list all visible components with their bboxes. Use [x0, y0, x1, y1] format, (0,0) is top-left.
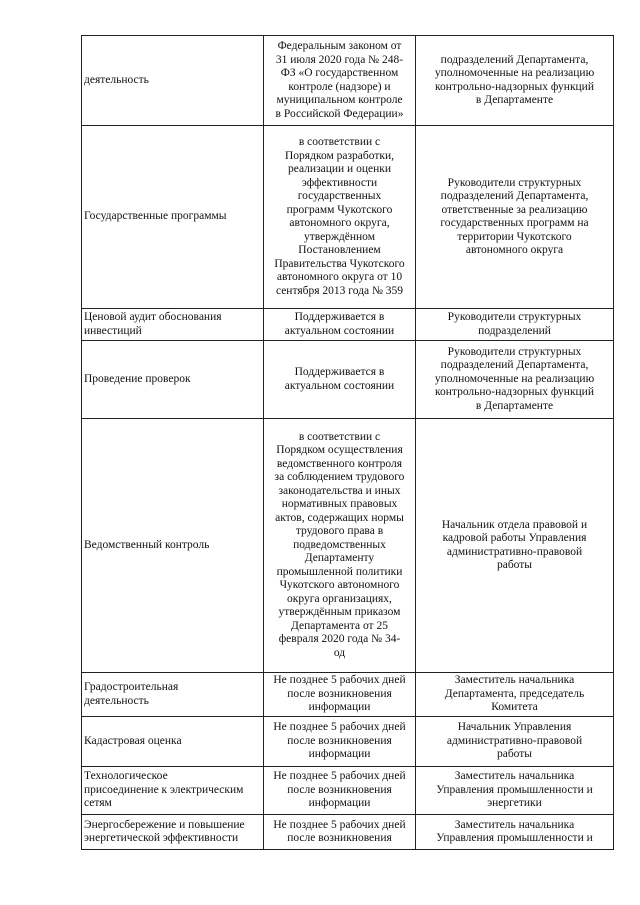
- activity-cell: [82, 341, 264, 419]
- activity-text: деятельность: [84, 73, 149, 86]
- activity-cell: [82, 717, 264, 767]
- table-row: [82, 419, 614, 673]
- term-text: Поддерживается в актуальном состоянии: [284, 311, 395, 337]
- activity-text: Градостроительная деятельность: [84, 681, 179, 707]
- table-row: [82, 309, 614, 341]
- activity-text: Ценовой аудит обоснования инвестиций: [84, 311, 222, 337]
- responsible-text: Начальник отдела правовой и кадровой работы Управления административно-правовой работы: [441, 518, 588, 571]
- term-cell: [264, 126, 416, 309]
- term-text: Не позднее 5 рабочих дней после возникновения информации: [273, 770, 406, 810]
- responsible-cell: [416, 36, 614, 126]
- activity-cell: [82, 815, 264, 850]
- term-text: в соответствии с Порядком осуществления ведомственного контроля за соблюдением трудового законодательства и иных нормативных правовых актов, содержащих нормы трудового права в подведомственных Департаменту промышленной политики Чукотского автономного округа организациях, утверждённым приказом Департамента от 25 февраля 2020 года № 34- од: [274, 430, 405, 659]
- activity-cell: [82, 673, 264, 717]
- term-cell: [264, 767, 416, 815]
- activity-text: Проведение проверок: [84, 372, 191, 385]
- term-cell: [264, 309, 416, 341]
- term-text: Не позднее 5 рабочих дней после возникновения: [273, 818, 406, 844]
- table-row: [82, 341, 614, 419]
- activity-text: Ведомственный контроль: [84, 538, 210, 551]
- responsible-text: подразделений Департамента, уполномоченные на реализацию контрольно-надзорных функций в Департаменте: [434, 53, 595, 106]
- table-row: [82, 673, 614, 717]
- activity-cell: [82, 419, 264, 673]
- term-cell: [264, 341, 416, 419]
- table-row: [82, 717, 614, 767]
- responsibility-table: [81, 35, 614, 850]
- responsible-cell: [416, 309, 614, 341]
- responsible-cell: [416, 767, 614, 815]
- table-row: [82, 767, 614, 815]
- responsible-cell: [416, 815, 614, 850]
- responsible-text: Заместитель начальника Управления промышленности и: [436, 818, 593, 844]
- responsible-text: Заместитель начальника Департамента, председатель Комитета: [444, 674, 585, 714]
- activity-cell: [82, 767, 264, 815]
- responsible-text: Заместитель начальника Управления промышленности и энергетики: [436, 770, 593, 810]
- responsible-cell: [416, 673, 614, 717]
- term-text: Не позднее 5 рабочих дней после возникновения информации: [273, 674, 406, 714]
- term-cell: [264, 419, 416, 673]
- activity-cell: [82, 36, 264, 126]
- responsible-cell: [416, 341, 614, 419]
- responsible-text: Руководители структурных подразделений Департамента, ответственные за реализацию государственных программ на территории Чукотского автономного округа: [440, 176, 589, 256]
- table-row: [82, 815, 614, 850]
- activity-text: Кадастровая оценка: [84, 734, 182, 747]
- table-row: [82, 126, 614, 309]
- term-text: Федеральным законом от 31 июля 2020 года № 248- ФЗ «О государственном контроле (надзоре) и муниципальном контроле в Российской Федерации»: [275, 40, 404, 120]
- activity-cell: [82, 309, 264, 341]
- responsible-cell: [416, 126, 614, 309]
- activity-text: Энергосбережение и повышение энергетической эффективности: [84, 818, 245, 844]
- term-cell: [264, 815, 416, 850]
- table-row: [82, 36, 614, 126]
- term-text: в соответствии с Порядком разработки, реализации и оценки эффективности государственных программ Чукотского автономного округа, утверждённом Постановлением Правительства Чукотского автономного округа от 10 сентября 2013 года № 359: [274, 136, 405, 297]
- term-cell: [264, 717, 416, 767]
- responsible-text: Руководители структурных подразделений Департамента, уполномоченные на реализацию контрольно-надзорных функций в Департаменте: [434, 345, 595, 412]
- term-text: Поддерживается в актуальном состоянии: [284, 366, 395, 392]
- responsible-text: Руководители структурных подразделений: [447, 311, 582, 337]
- activity-text: Государственные программы: [84, 210, 227, 223]
- activity-cell: [82, 126, 264, 309]
- term-cell: [264, 36, 416, 126]
- activity-text: Технологическое присоединение к электрическим сетям: [84, 770, 244, 810]
- term-text: Не позднее 5 рабочих дней после возникновения информации: [273, 721, 406, 761]
- responsible-cell: [416, 717, 614, 767]
- term-cell: [264, 673, 416, 717]
- responsible-text: Начальник Управления административно-правовой работы: [446, 721, 583, 761]
- responsible-cell: [416, 419, 614, 673]
